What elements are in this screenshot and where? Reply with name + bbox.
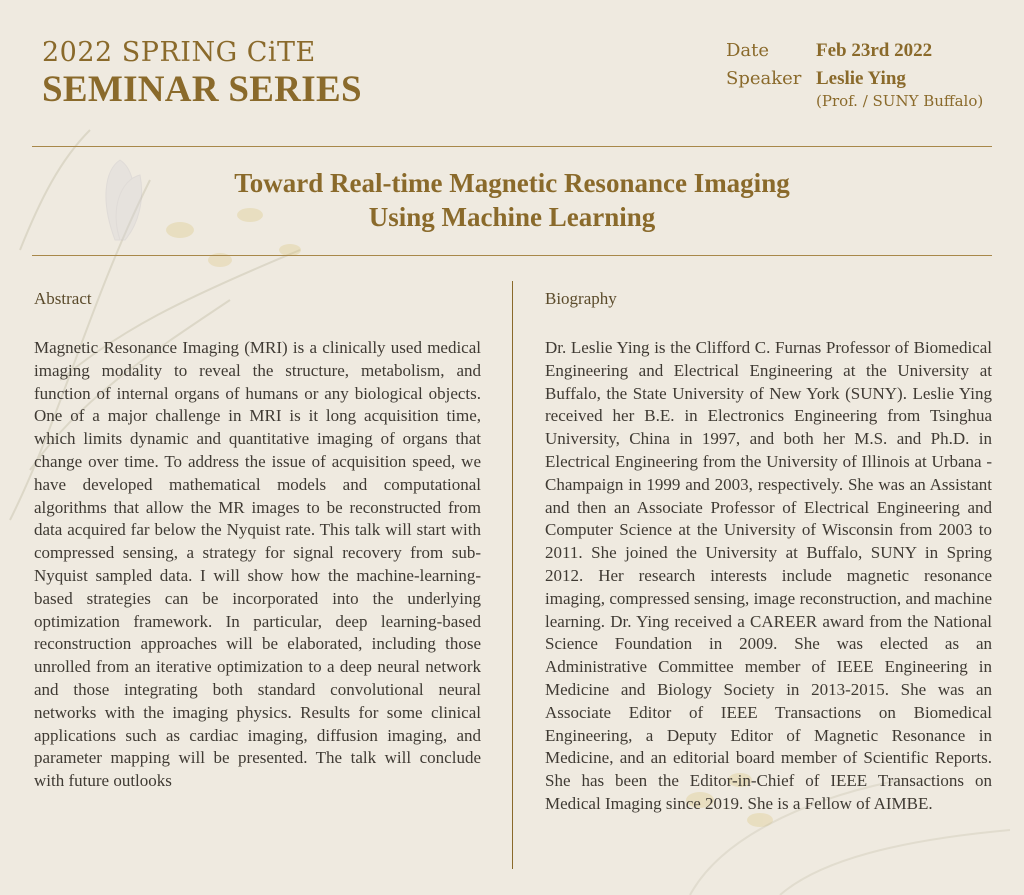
title-divider <box>32 255 992 256</box>
series-line2: SEMINAR SERIES <box>42 69 362 110</box>
talk-title-line2: Using Machine Learning <box>368 202 656 232</box>
abstract-heading: Abstract <box>34 289 92 308</box>
biography-section <box>545 289 992 816</box>
series-line1: 2022 SPRING CiTE <box>42 37 316 68</box>
speaker-name: Leslie Ying <box>816 68 906 89</box>
speaker-affiliation: (Prof. / SUNY Buffalo) <box>816 92 984 110</box>
column-divider <box>512 281 513 869</box>
event-meta <box>726 40 983 110</box>
biography-text: Dr. Leslie Ying is the Clifford C. Furnas Professor of Biomedical Engineering and Electrical Engineering at the University at Buffalo, the State University of New York (SUNY). Leslie Ying received her B.E. in Electronics Engineering from Tsinghua University, China in 1997, and both her M.S. and Ph.D. in Electrical Engineering from the University of Illinois at Urbana - Champaign in 1999 and 2003, respectively. She was an Assistant and then an Associate Professor of Electrical Engineering and Computer Science at the University of Wisconsin from 2003 to 2011. She joined the University at Buffalo, SUNY in Spring 2012. Her research interests include magnetic resonance imaging, compressed sensing, image reconstruction, and machine learning. Dr. Ying received a CAREER award from the National Science Foundation in 2009. She was elected as an Administrative Committee member of IEEE Engineering in Medicine and Biology Society in 2013-2015. She was an Associate Editor of IEEE Transactions on Biomedical Engineering, a Deputy Editor of Magnetic Resonance in Medicine, and an editorial board member of Scientific Reports. She has been the Editor-in-Chief of IEEE Transactions on Medical Imaging since 2019. She is a Fellow of AIMBE. <box>545 338 992 813</box>
date-label: Date <box>726 40 770 61</box>
biography-heading: Biography <box>545 289 617 308</box>
abstract-text: Magnetic Resonance Imaging (MRI) is a clinically used medical imaging modality to reveal the structure, metabolism, and function of internal organs of humans or any biological objects. One of a major challenge in MRI is it long acquisition time, which limits dynamic and quantitative imaging of organs that change over time. To address the issue of acquisition speed, we have developed mathematical models and computational algorithms that allow the MR images to be reconstructed from data acquired far below the Nyquist rate. This talk will start with compressed sensing, a strategy for signal recovery from sub-Nyquist sampled data. I will show how the machine-learning-based strategies can be incorporated into the underlying optimization framework. In particular, deep learning-based reconstruction approaches will be elaborated, including those unrolled from an iterative optimization to a deep neural network and those integrating both standard convolutional neural networks with the imaging physics. Results for some clinical applications such as cardiac imaging, diffusion imaging, and parameter mapping will be presented. The talk will conclude with future outlooks <box>34 338 481 791</box>
speaker-label: Speaker <box>726 68 802 89</box>
talk-title <box>32 166 992 234</box>
date-row <box>726 40 983 68</box>
abstract-section <box>34 289 481 793</box>
seminar-series-title <box>42 36 362 110</box>
talk-title-line1: Toward Real-time Magnetic Resonance Imaging <box>234 168 790 198</box>
date-value: Feb 23rd 2022 <box>816 40 933 61</box>
top-divider <box>32 146 992 147</box>
